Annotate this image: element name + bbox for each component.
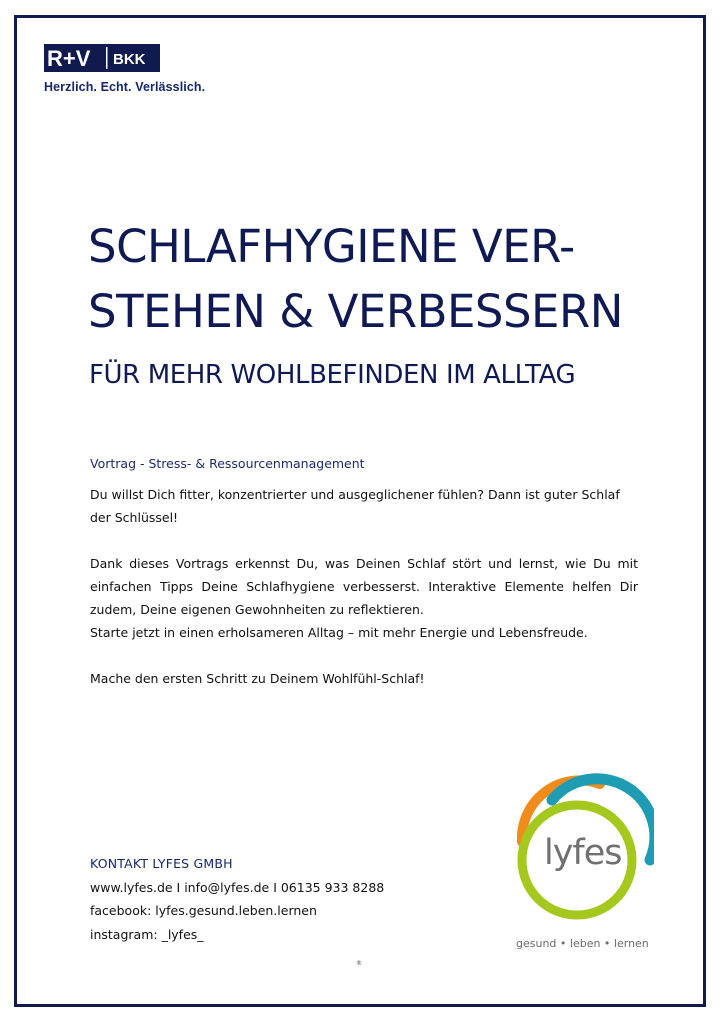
title-line-1: SCHLAFHYGIENE VER- <box>88 220 575 273</box>
paragraph-intro: Du willst Dich fitter, konzentrierter und ausgeglichener fühlen? Dann ist guter Schlaf der Schlüssel! <box>90 487 620 525</box>
body-text <box>90 483 638 713</box>
registered-mark: ® <box>356 960 362 967</box>
contact-facebook[interactable]: facebook: lyfes.gesund.leben.lernen <box>90 903 317 918</box>
page-subtitle: FÜR MEHR WOHLBEFINDEN IM ALLTAG <box>89 360 576 390</box>
logo-main-text: R+V <box>47 46 91 71</box>
paragraph-call: Starte jetzt in einen erholsameren Alltag – mit mehr Energie und Lebensfreude. <box>90 625 588 640</box>
title-line-2: STEHEN & VERBESSERN <box>88 285 623 338</box>
paragraph-closing: Mache den ersten Schritt zu Deinem Wohlfühl-Schlaf! <box>90 671 425 686</box>
rv-bkk-logo <box>44 44 160 72</box>
lyfes-wordmark: lyfes <box>544 833 622 873</box>
contact-web-line[interactable]: www.lyfes.de I info@lyfes.de I 06135 933 8288 <box>90 879 385 895</box>
logo-sub-text: BKK <box>113 51 146 68</box>
contact-instagram[interactable]: instagram: _lyfes_ <box>90 926 204 942</box>
paragraph-description: Dank dieses Vortrags erkennst Du, was Deinen Schlaf stört und lernst, wie Du mit einfachen Tipps Deine Schlafhygiene verbesserst. Interaktive Elemente helfen Dir zudem, Deine eigenen Gewohnheiten zu reflektieren. <box>90 556 638 617</box>
page-title <box>88 214 623 344</box>
contact-heading: KONTAKT LYFES GMBH <box>90 856 233 871</box>
lyfes-tagline: gesund • leben • lernen <box>516 937 649 950</box>
brand-tagline: Herzlich. Echt. Verlässlich. <box>44 80 206 94</box>
category-label: Vortrag - Stress- & Ressourcenmanagement <box>90 456 365 471</box>
contact-block <box>90 852 450 946</box>
